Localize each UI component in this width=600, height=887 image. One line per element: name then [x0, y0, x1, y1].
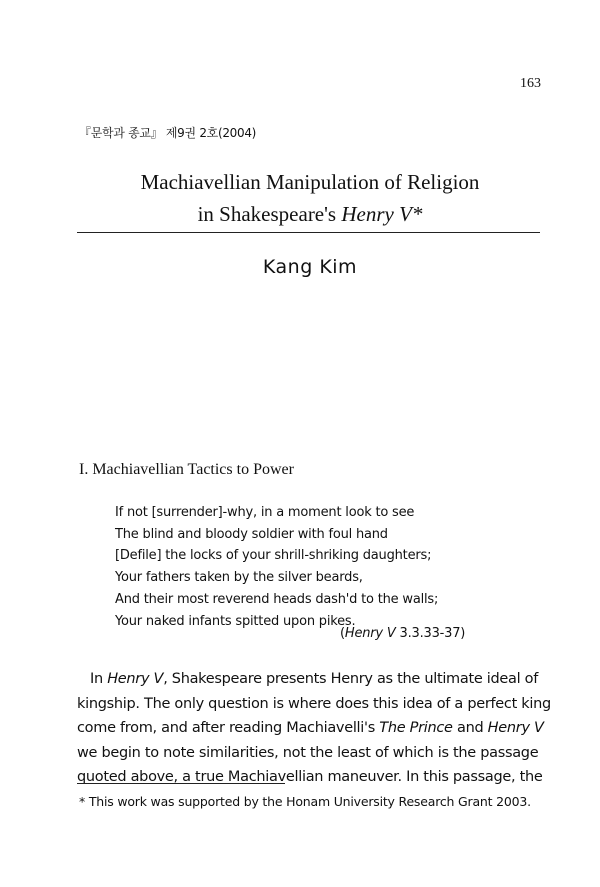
body-text-run: come from, and after reading Machiavelli's	[77, 720, 380, 736]
quote-line: Your naked infants spitted upon pikes.	[115, 613, 356, 629]
body-italic-run: The Prince	[379, 720, 453, 736]
quote-citation	[340, 626, 465, 641]
paper-title	[0, 166, 600, 230]
footnote-rule	[77, 783, 285, 784]
journal-header: 『문학과 종교』 제9권 2호(2004)	[79, 126, 257, 140]
body-line: we begin to note similarities, not the least of which is the passage	[77, 744, 539, 761]
quote-line: The blind and bloody soldier with foul hand	[115, 526, 388, 542]
body-line-1-text	[90, 667, 538, 692]
body-text-run: In	[90, 671, 108, 687]
quote-line: Your fathers taken by the silver beards,	[115, 570, 363, 586]
body-line: kingship. The only question is where does this idea of a perfect king	[77, 695, 551, 712]
title-rule	[77, 232, 540, 233]
footnote: * This work was supported by the Honam University Research Grant 2003.	[79, 794, 531, 809]
citation-work: Henry V	[344, 626, 396, 641]
title-line-2-prefix: in Shakespeare's	[197, 202, 342, 226]
body-line	[77, 716, 542, 741]
body-line-3-text	[77, 716, 544, 741]
citation-ref: 3.3.33-37)	[395, 626, 466, 641]
page-number: 163	[520, 76, 541, 91]
title-line-1: Machiavellian Manipulation of Religion	[140, 170, 480, 194]
block-quote	[115, 502, 475, 632]
citation-open: (	[340, 626, 345, 641]
author-name: Kang Kim	[262, 256, 358, 278]
quote-line: And their most reverend heads dash'd to the walls;	[115, 591, 439, 607]
body-text-run: and	[452, 720, 488, 736]
section-heading: I. Machiavellian Tactics to Power	[79, 461, 294, 478]
body-italic-run: Henry V	[487, 720, 544, 736]
title-line-2-italic: Henry V*	[341, 202, 423, 226]
quote-line: If not [surrender]-why, in a moment look to see	[115, 505, 415, 520]
body-line: quoted above, a true Machiavellian maneuver. In this passage, the	[77, 769, 543, 785]
body-italic-run: Henry V	[107, 671, 164, 687]
body-paragraph	[77, 667, 551, 790]
quote-line: [Defile] the locks of your shrill-shriking daughters;	[115, 548, 432, 564]
body-line	[77, 667, 542, 692]
body-text-run: , Shakespeare presents Henry as the ultimate ideal of	[163, 671, 539, 687]
title-line-2	[0, 198, 600, 230]
